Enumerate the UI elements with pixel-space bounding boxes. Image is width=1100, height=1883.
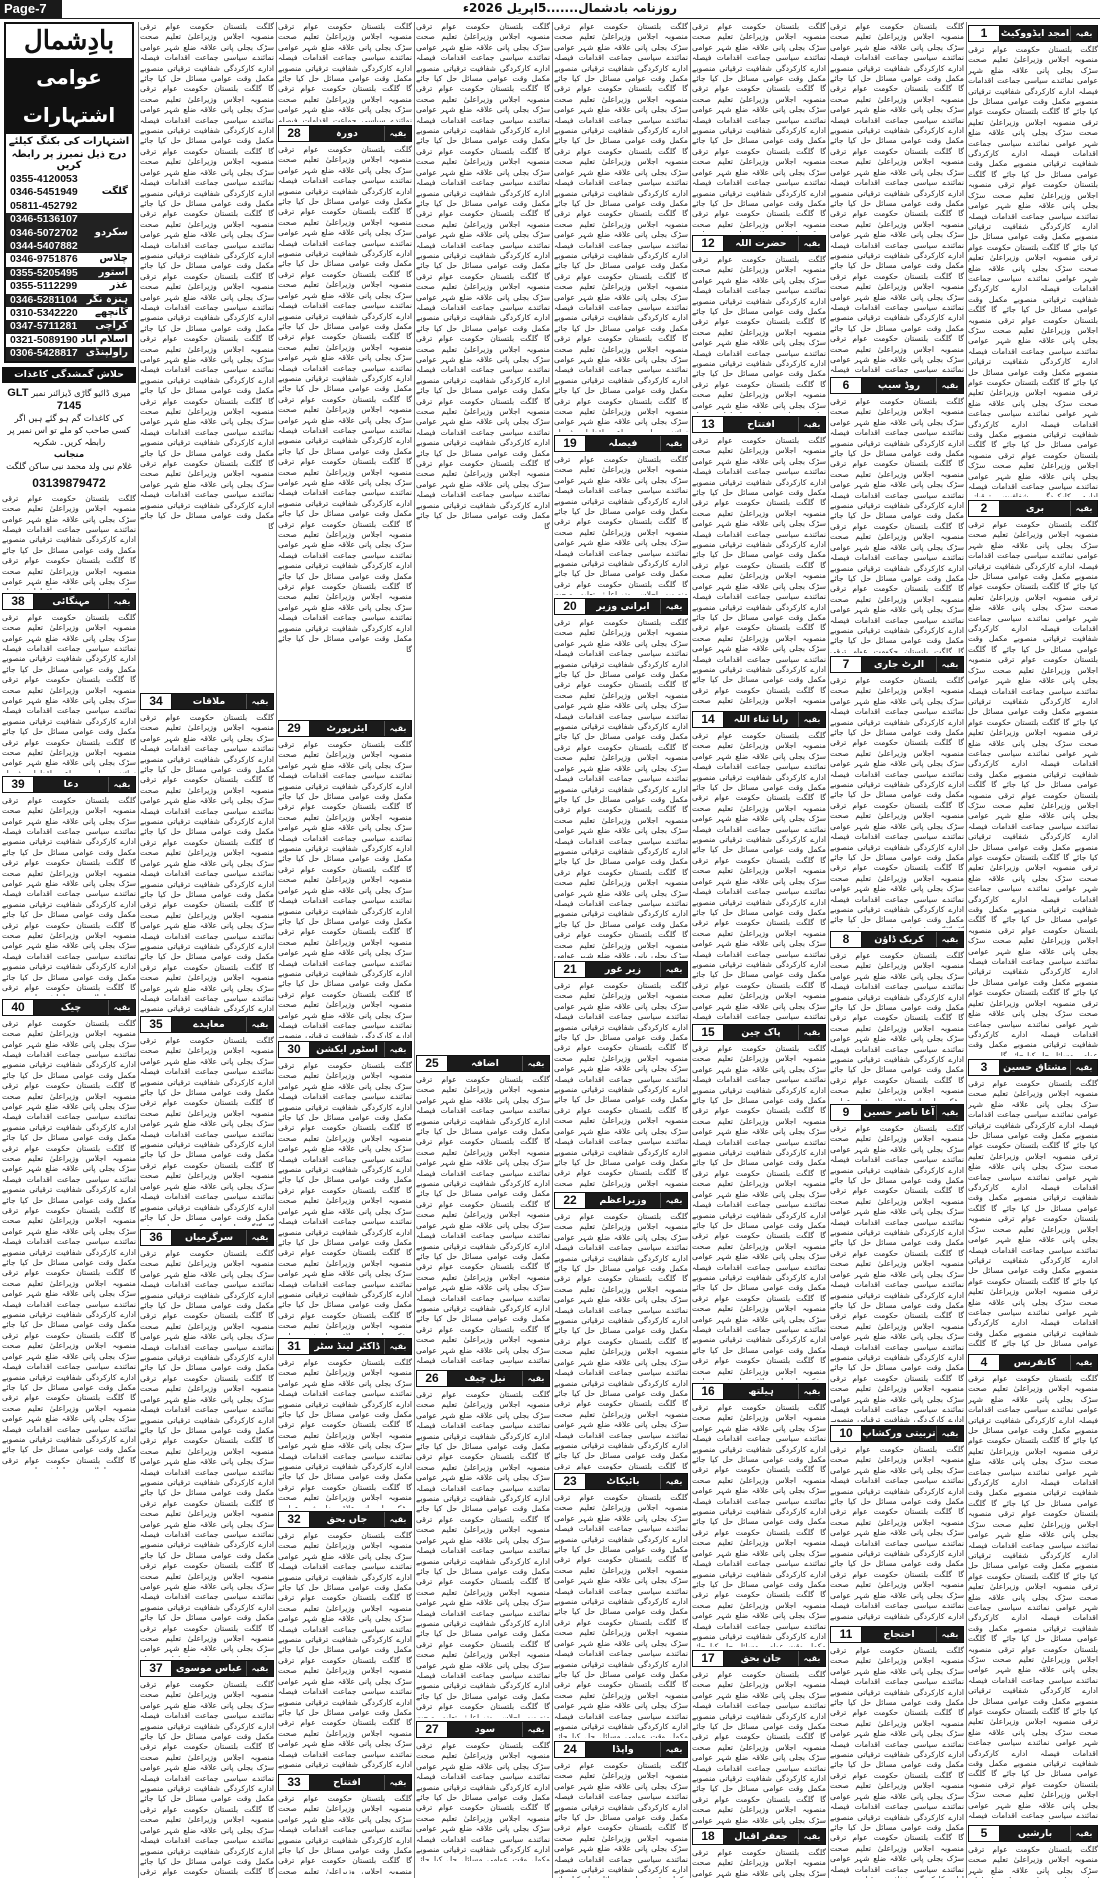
baqiya-label: بقیہ — [798, 712, 825, 727]
top-bar — [0, 0, 1100, 19]
column-rule — [690, 22, 691, 1878]
article-text — [830, 1445, 964, 1623]
column-rule — [414, 22, 415, 1878]
continuation-number: 14 — [693, 712, 724, 727]
article-text — [2, 796, 136, 996]
continuation-title: اسٹور ایکشن کمیٹی — [310, 1042, 384, 1057]
baqiya-label: بقیہ — [936, 657, 963, 672]
phone-number: 0346-5451949 — [10, 186, 78, 199]
baqiya-label: بقیہ — [384, 1042, 411, 1057]
continuation-title: بری — [1000, 501, 1070, 516]
continuation-heading — [554, 1473, 688, 1490]
continuation-title: امجد ایڈووکیٹ — [1000, 28, 1070, 39]
article-text — [140, 713, 274, 1013]
continuation-heading — [2, 776, 136, 793]
phone-city: سکردو — [94, 226, 128, 238]
phone-number: 0321-5089190 — [10, 333, 78, 346]
continuation-number: 8 — [831, 932, 862, 947]
continuation-number: 35 — [141, 1017, 172, 1032]
column-6 — [692, 22, 826, 1878]
baqiya-label: بقیہ — [108, 1000, 135, 1015]
phone-city: غذر — [109, 280, 128, 292]
continuation-number: 19 — [555, 436, 586, 451]
article-text — [416, 1075, 550, 1367]
continuation-heading — [140, 693, 274, 710]
continuation-number: 10 — [831, 1426, 862, 1441]
vehicle-plate: GLT 7145 — [7, 386, 82, 412]
baqiya-label: بقیہ — [522, 1056, 549, 1071]
article-text — [416, 1741, 550, 1861]
continuation-number: 25 — [417, 1056, 448, 1071]
continuation-number: 3 — [969, 1060, 1000, 1075]
article-text — [692, 1044, 826, 1380]
article-text — [692, 1670, 826, 1825]
phone-row — [6, 213, 132, 226]
baqiya-label: بقیہ — [1070, 26, 1097, 41]
ad-panel — [4, 22, 134, 363]
baqiya-label: بقیہ — [936, 1627, 963, 1642]
continuation-heading — [2, 593, 136, 610]
baqiya-label: بقیہ — [246, 1661, 273, 1676]
article-text — [416, 22, 550, 1052]
continuation-number: 39 — [3, 777, 34, 792]
continuation-heading — [140, 1016, 274, 1033]
baqiya-label: بقیہ — [1070, 1826, 1097, 1841]
column-2 — [140, 22, 274, 1878]
phone-row — [6, 227, 132, 240]
baqiya-label: بقیہ — [798, 1025, 825, 1040]
continuation-heading — [692, 711, 826, 728]
baqiya-label: بقیہ — [246, 1017, 273, 1032]
phone-number: 0306-5428817 — [10, 347, 78, 360]
phone-row — [6, 280, 132, 293]
continuation-number: 23 — [555, 1474, 586, 1489]
continuation-number: 33 — [279, 1775, 310, 1790]
baqiya-label: بقیہ — [798, 236, 825, 251]
phone-number: 0310-5342220 — [10, 307, 78, 320]
continuation-title: افتتاح — [724, 417, 798, 432]
dateline: روزنامہ بادشمال.......5اپریل 2026ء — [462, 1, 678, 15]
phone-number: 0344-5407882 — [10, 240, 78, 253]
continuation-number: 15 — [693, 1025, 724, 1040]
continuation-number: 28 — [279, 126, 310, 141]
continuation-number: 22 — [555, 1193, 586, 1208]
ad-title: عوامی اشتہارات — [6, 58, 132, 134]
continuation-heading — [692, 1828, 826, 1845]
baqiya-label: بقیہ — [108, 777, 135, 792]
continuation-number: 16 — [693, 1384, 724, 1399]
lost-docs-heading: حلاش گمشدگی کاغذات — [2, 367, 136, 383]
continuation-title: معاہدے — [172, 1017, 246, 1032]
continuation-heading — [692, 416, 826, 433]
phone-number: 05811-452792 — [10, 199, 78, 212]
article-text — [554, 22, 688, 432]
phone-number: 0347-5711281 — [10, 320, 78, 333]
continuation-title: ملاقات — [172, 694, 246, 709]
continuation-title: زیر غور — [586, 962, 660, 977]
continuation-heading — [554, 1192, 688, 1209]
continuation-number: 11 — [831, 1627, 862, 1642]
phone-number: 0355-4120053 — [10, 173, 78, 185]
phone-row — [6, 294, 132, 307]
baqiya-label: بقیہ — [936, 932, 963, 947]
continuation-number: 12 — [693, 236, 724, 251]
baqiya-label: بقیہ — [522, 1722, 549, 1737]
continuation-title: سرگرمیاں — [172, 1230, 246, 1245]
continuation-title: الرٹ جاری — [862, 657, 936, 672]
phone-row — [6, 334, 132, 347]
article-text — [830, 22, 964, 374]
continuation-title: بائیکاٹ — [586, 1474, 660, 1489]
continuation-number: 20 — [555, 599, 586, 614]
continuation-title: ہیلتھ — [724, 1384, 798, 1399]
continuation-number: 36 — [141, 1230, 172, 1245]
continuation-heading — [554, 1741, 688, 1758]
lost-docs-notice — [2, 383, 136, 494]
continuation-title: پاک چین — [724, 1025, 798, 1040]
continuation-number: 9 — [831, 1105, 862, 1120]
continuation-heading — [968, 1354, 1098, 1371]
continuation-number: 38 — [3, 594, 34, 609]
article-text — [830, 951, 964, 1101]
article-text — [140, 1036, 274, 1226]
article-text — [554, 1212, 688, 1470]
article-text — [554, 981, 688, 1189]
phone-number: 0355-5205495 — [10, 266, 78, 279]
lost-from: منجانب — [53, 449, 85, 460]
phone-city: راولپنڈی — [85, 347, 128, 359]
continuation-title: فیصلہ — [586, 436, 660, 451]
baqiya-label: بقیہ — [660, 1474, 687, 1489]
article-text — [2, 1019, 136, 1469]
continuation-heading — [968, 500, 1098, 517]
continuation-title: اضافہ — [448, 1056, 522, 1071]
continuation-title: کریک ڈاؤن — [862, 932, 936, 947]
phone-row — [6, 267, 132, 280]
continuation-title: عباس موسوی — [172, 1661, 246, 1676]
continuation-title: ایئرپورٹ — [310, 721, 384, 736]
continuation-number: 6 — [831, 378, 862, 393]
baqiya-label: بقیہ — [108, 594, 135, 609]
continuation-number: 34 — [141, 694, 172, 709]
continuation-heading — [278, 1774, 412, 1791]
article-text — [692, 1403, 826, 1647]
continuation-title: حضرت اللہ — [724, 236, 798, 251]
continuation-heading — [278, 1338, 412, 1355]
continuation-title: روڈ سیپ — [862, 378, 936, 393]
phone-row — [6, 173, 132, 186]
article-text — [278, 1531, 412, 1771]
article-text — [830, 1124, 964, 1422]
continuation-number: 37 — [141, 1661, 172, 1676]
article-text — [278, 22, 412, 122]
baqiya-label: بقیہ — [1070, 1060, 1097, 1075]
article-text — [2, 613, 136, 773]
column-rule — [276, 22, 277, 1878]
continuation-heading — [278, 720, 412, 737]
continuation-heading — [830, 1425, 964, 1442]
ad-subtitle: اشتہارات کی بکنگ کیلئے — [8, 136, 130, 147]
continuation-heading — [554, 961, 688, 978]
continuation-number: 4 — [969, 1355, 1000, 1370]
article-text — [278, 1358, 412, 1508]
continuation-heading — [416, 1721, 550, 1738]
phone-city: چلاس — [99, 253, 128, 265]
continuation-title: مہنگائی — [34, 594, 108, 609]
continuation-title: افتتاح — [310, 1775, 384, 1790]
continuation-number: 30 — [279, 1042, 310, 1057]
column-4 — [416, 22, 550, 1878]
article-text — [692, 1848, 826, 1878]
baqiya-label: بقیہ — [798, 1829, 825, 1844]
continuation-heading — [278, 125, 412, 142]
column-7 — [830, 22, 964, 1878]
phone-city: ہنزہ نگر — [86, 293, 128, 305]
lost-name: غلام نبی ولد محمد نبی ساکن گلگت — [6, 461, 132, 472]
continuation-heading — [692, 1650, 826, 1667]
article-text — [278, 1794, 412, 1874]
phone-row — [6, 307, 132, 320]
column-rule — [552, 22, 553, 1878]
continuation-number: 7 — [831, 657, 862, 672]
baqiya-label: بقیہ — [798, 1384, 825, 1399]
baqiya-label: بقیہ — [384, 721, 411, 736]
continuation-heading — [968, 1059, 1098, 1076]
continuation-heading — [554, 435, 688, 452]
article-text — [830, 1646, 964, 1878]
continuation-title: چیک — [34, 1000, 108, 1015]
column-ads — [2, 22, 136, 1878]
continuation-number: 1 — [969, 26, 1000, 41]
continuation-heading — [140, 1229, 274, 1246]
article-text — [2, 494, 136, 590]
continuation-title: آغا ناصر حسین — [863, 1107, 935, 1118]
baqiya-label: بقیہ — [384, 1775, 411, 1790]
column-8 — [968, 22, 1098, 1878]
continuation-heading — [278, 1511, 412, 1528]
continuation-title: کانفرنس — [1000, 1355, 1070, 1370]
phone-row — [6, 200, 132, 213]
continuation-title: واپڈا — [586, 1742, 660, 1757]
article-text — [554, 618, 688, 958]
article-text — [140, 1680, 274, 1878]
column-rule — [966, 22, 967, 1878]
phone-number: 0355-5112299 — [10, 280, 78, 293]
phone-list — [6, 173, 132, 361]
article-text — [830, 397, 964, 653]
continuation-number: 5 — [969, 1826, 1000, 1841]
continuation-number: 26 — [417, 1371, 448, 1386]
phone-row — [6, 347, 132, 360]
continuation-number: 27 — [417, 1722, 448, 1737]
continuation-title: جاں بحق — [310, 1512, 384, 1527]
article-text — [968, 520, 1098, 1056]
continuation-heading — [278, 1041, 412, 1070]
column-rule — [138, 22, 139, 1878]
baqiya-label: بقیہ — [798, 417, 825, 432]
continuation-heading — [692, 235, 826, 252]
baqiya-label: بقیہ — [798, 1651, 825, 1666]
phone-number: 0346-9751876 — [10, 253, 78, 266]
baqiya-label: بقیہ — [522, 1371, 549, 1386]
continuation-title: سود — [448, 1722, 522, 1737]
continuation-title: جان بحق — [724, 1651, 798, 1666]
ad-subtitle-2: درج ذیل نمبرز پر رابطہ کریں — [11, 149, 127, 171]
baqiya-label: بقیہ — [246, 694, 273, 709]
phone-row — [6, 320, 132, 333]
article-text — [140, 22, 274, 690]
continuation-title: مشتاق حسین — [1000, 1060, 1070, 1075]
continuation-title: رانا ثناء اللہ — [724, 712, 798, 727]
article-text — [278, 1061, 412, 1335]
phone-number: 0346-5281104 — [10, 293, 78, 306]
article-text — [692, 436, 826, 708]
newspaper-logo: بادِشمال — [23, 26, 115, 56]
phone-row — [6, 253, 132, 266]
phone-city: کراچی — [95, 320, 128, 332]
article-text — [830, 676, 964, 928]
continuation-number: 13 — [693, 417, 724, 432]
continuation-title: جعفر اقبال — [724, 1829, 798, 1844]
continuation-number: 17 — [693, 1651, 724, 1666]
continuation-number: 29 — [279, 721, 310, 736]
article-text — [692, 22, 826, 232]
continuation-number: 32 — [279, 1512, 310, 1527]
article-text — [968, 45, 1098, 497]
article-text — [554, 1761, 688, 1878]
baqiya-label: بقیہ — [660, 436, 687, 451]
continuation-title: بارشیں — [1000, 1826, 1070, 1841]
continuation-title: تربیتی ورکشاپ — [862, 1428, 936, 1439]
phone-number: 0346-5072702 — [10, 226, 78, 239]
article-text — [554, 455, 688, 595]
lost-text-2: کی کاغذات گم ہو گئے ہیں اگر کسی صاحب کو ملے تو اس نمبر پر رابطہ کریں۔ شکریہ — [7, 413, 131, 448]
continuation-title: نیل چیف — [448, 1371, 522, 1386]
baqiya-label: بقیہ — [384, 126, 411, 141]
continuation-heading — [416, 1370, 550, 1387]
continuation-heading — [416, 1055, 550, 1072]
article-text — [968, 1374, 1098, 1822]
continuation-heading — [968, 25, 1098, 42]
article-text — [278, 145, 412, 717]
continuation-heading — [830, 656, 964, 673]
baqiya-label: بقیہ — [936, 378, 963, 393]
baqiya-label: بقیہ — [936, 1426, 963, 1441]
continuation-heading — [830, 1104, 964, 1121]
phone-city: استور — [98, 266, 128, 278]
phone-city: اسلام آباد — [80, 333, 128, 345]
continuation-heading — [830, 1626, 964, 1643]
continuation-title: وزیراعظم — [586, 1193, 660, 1208]
continuation-heading — [830, 931, 964, 948]
continuation-title: ڈاکٹر لینڈ سٹر — [310, 1339, 384, 1354]
continuation-title: دورہ — [310, 126, 384, 141]
article-text — [692, 731, 826, 1021]
column-rule — [828, 22, 829, 1878]
continuation-number: 18 — [693, 1829, 724, 1844]
continuation-heading — [2, 999, 136, 1016]
baqiya-label: بقیہ — [936, 1105, 963, 1120]
phone-row — [6, 186, 132, 199]
continuation-number: 40 — [3, 1000, 34, 1015]
phone-city: گلگت — [101, 186, 128, 198]
baqiya-label: بقیہ — [660, 599, 687, 614]
continuation-number: 24 — [555, 1742, 586, 1757]
column-3 — [278, 22, 412, 1878]
column-5 — [554, 22, 688, 1878]
phone-row — [6, 240, 132, 253]
lost-text: میری ڈائیو گاڑی ڈیزائنر نمبر — [31, 388, 131, 399]
baqiya-label: بقیہ — [1070, 501, 1097, 516]
article-text — [278, 740, 412, 1038]
lost-contact: 03139879472 — [32, 475, 106, 490]
continuation-title: دعا — [34, 777, 108, 792]
article-text — [968, 1845, 1098, 1878]
continuation-title: احتجاج — [862, 1627, 936, 1642]
continuation-title: ایرانی وزیر خارجہ — [586, 599, 660, 614]
continuation-heading — [692, 1024, 826, 1041]
article-text — [416, 1390, 550, 1718]
baqiya-label: بقیہ — [660, 1742, 687, 1757]
baqiya-label: بقیہ — [246, 1230, 273, 1245]
continuation-heading — [830, 377, 964, 394]
phone-number: 0346-5136107 — [10, 213, 78, 226]
page-number-label: Page-7 — [0, 0, 62, 18]
article-text — [140, 1249, 274, 1657]
continuation-number: 2 — [969, 501, 1000, 516]
continuation-number: 21 — [555, 962, 586, 977]
baqiya-label: بقیہ — [384, 1512, 411, 1527]
continuation-number: 31 — [279, 1339, 310, 1354]
continuation-heading — [692, 1383, 826, 1400]
article-text — [692, 255, 826, 413]
baqiya-label: بقیہ — [384, 1339, 411, 1354]
article-text — [554, 1493, 688, 1738]
article-text — [968, 1079, 1098, 1351]
baqiya-label: بقیہ — [1070, 1355, 1097, 1370]
continuation-heading — [554, 598, 688, 627]
continuation-heading — [140, 1660, 274, 1677]
phone-city: گانچھے — [95, 307, 128, 319]
baqiya-label: بقیہ — [660, 1193, 687, 1208]
continuation-heading — [968, 1825, 1098, 1842]
baqiya-label: بقیہ — [660, 962, 687, 977]
